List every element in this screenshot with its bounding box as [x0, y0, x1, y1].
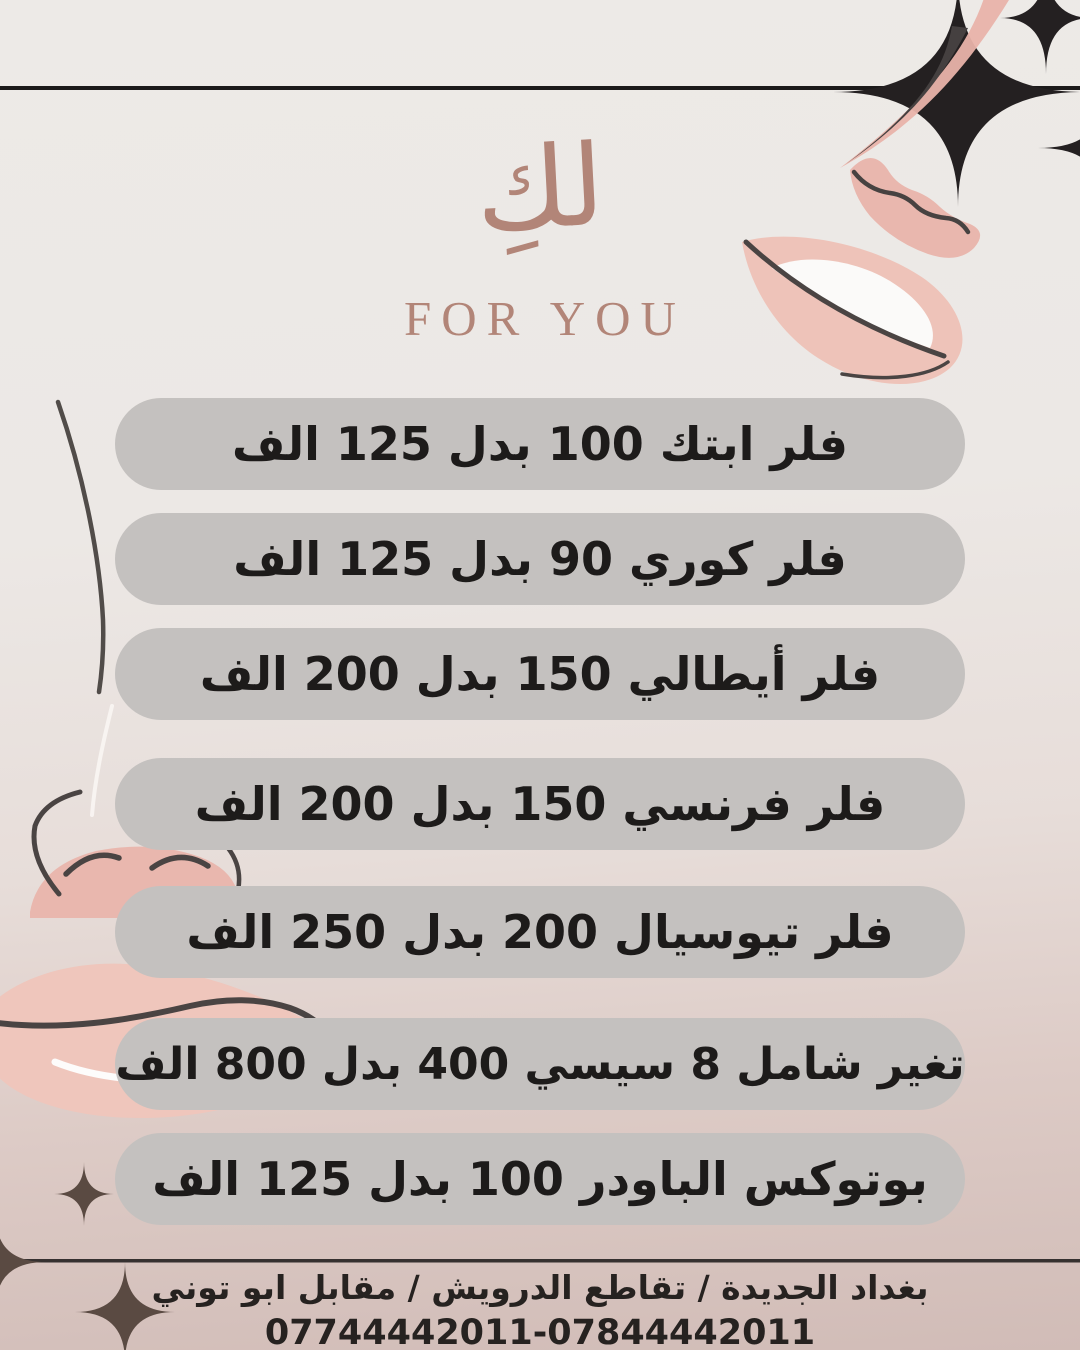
- footer-address: بغداد الجديدة / تقاطع الدرويش / مقابل ابو توني: [151, 1268, 929, 1307]
- offer-pill: فلر تيوسيال 200 بدل 250 الف: [115, 886, 965, 978]
- sparkle-icon: [54, 1162, 114, 1226]
- offer-pill: تغير شامل 8 سيسي 400 بدل 800 الف: [115, 1018, 965, 1110]
- face-profile-line: [58, 402, 103, 692]
- offer-pill: فلر فرنسي 150 بدل 200 الف: [115, 758, 965, 850]
- offer-pill: فلر أيطالي 150 بدل 200 الف: [115, 628, 965, 720]
- footer: [0, 1266, 1080, 1356]
- offer-pill: فلر كوري 90 بدل 125 الف: [115, 513, 965, 605]
- sparkle-icon: [1000, 0, 1080, 74]
- footer-phone-numbers: 07744442011-07844442011: [264, 1312, 816, 1353]
- offer-pill: فلر ابتك 100 بدل 125 الف: [115, 398, 965, 490]
- footer-divider-line: [0, 1259, 1080, 1263]
- offer-pill: بوتوكس الباودر 100 بدل 125 الف: [115, 1133, 965, 1225]
- brand-calligraphy: لكِ: [472, 120, 608, 258]
- brand-name: FOR YOU: [404, 291, 686, 346]
- nose-bridge-highlight: [92, 706, 112, 815]
